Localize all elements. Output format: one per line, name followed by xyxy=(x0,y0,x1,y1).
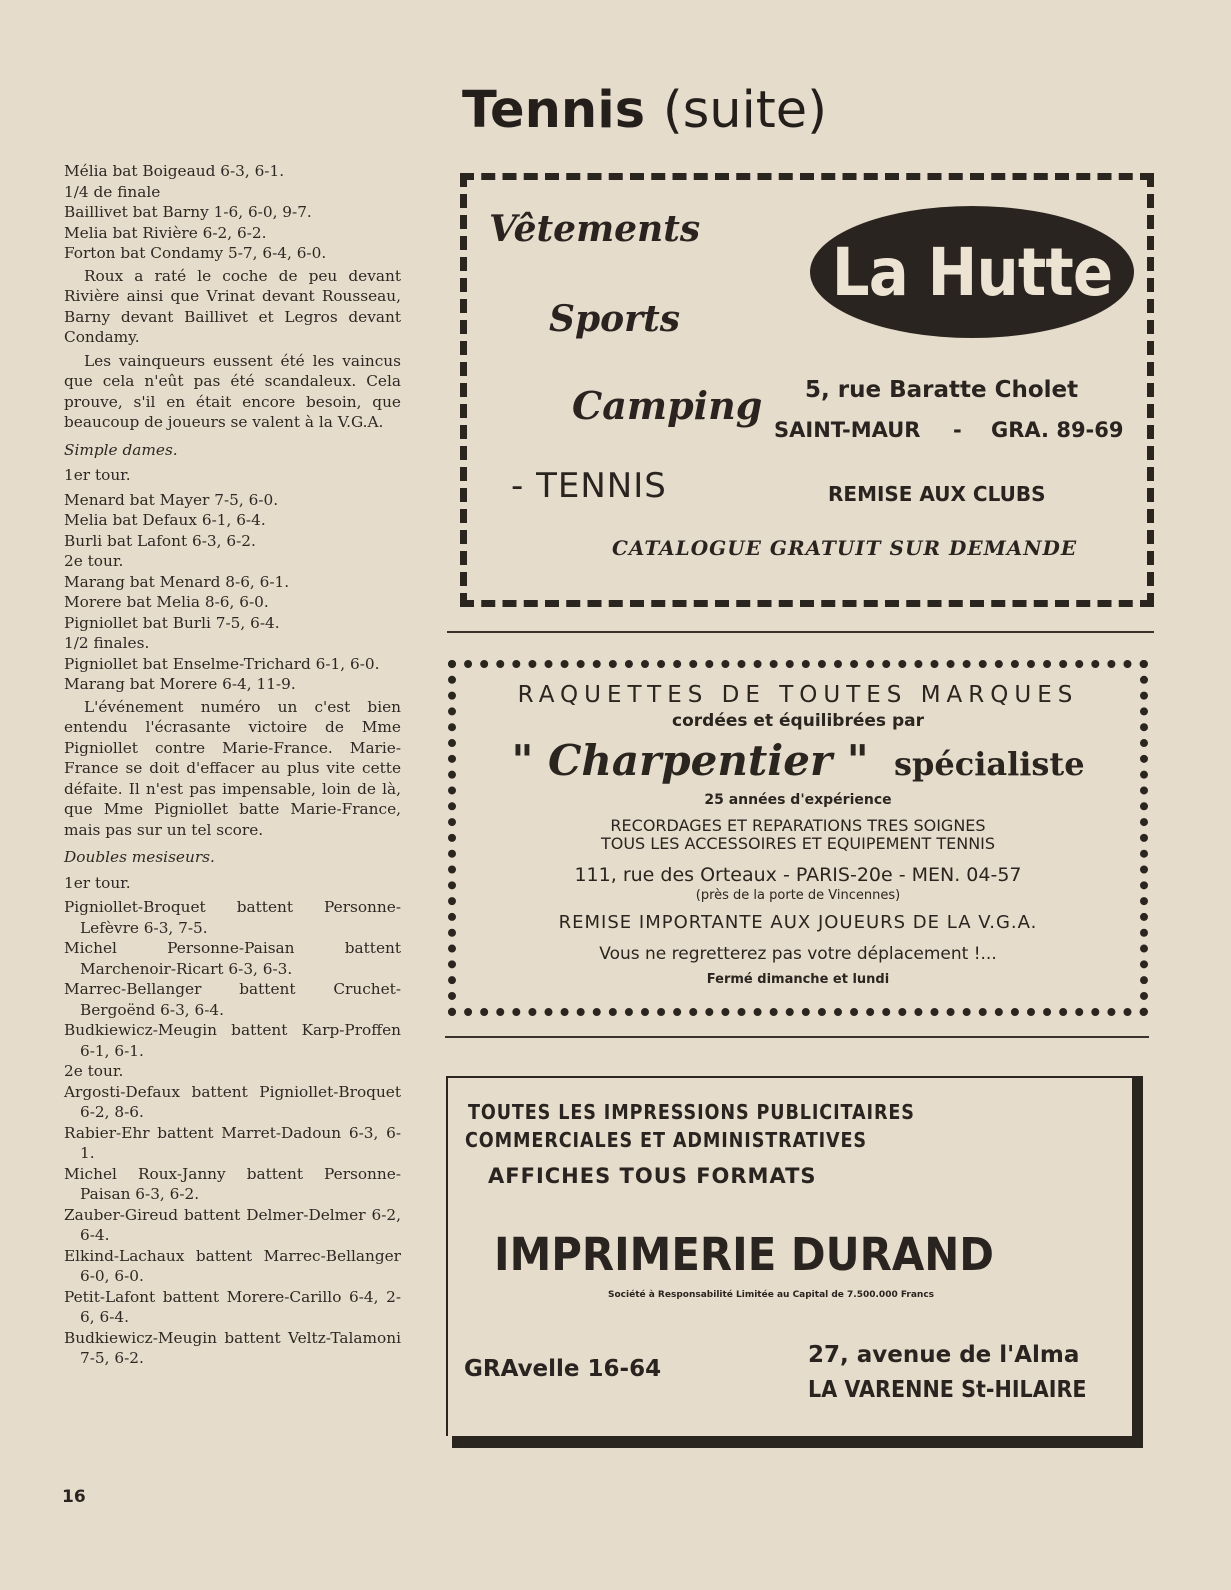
result-line: Melia bat Defaux 6-1, 6-4. xyxy=(64,511,266,529)
result-line: Menard bat Mayer 7-5, 6-0. xyxy=(64,490,279,509)
page-number: 16 xyxy=(62,1487,86,1507)
divider-rule xyxy=(447,631,1154,633)
ad-address: 111, rue des Orteaux - PARIS-20e - MEN. 04-57 xyxy=(574,864,1022,886)
ad-word-tennis: - TENNIS xyxy=(511,466,667,506)
ad-shadow-right xyxy=(1132,1076,1143,1448)
result-line: Marrec-Bellanger battent Cruchet-Bergoënd 6-3, 6-4. xyxy=(64,980,401,1019)
result-line: Forton bat Condamy 5-7, 6-4, 6-0. xyxy=(64,244,327,262)
round-label: 2e tour. xyxy=(64,552,124,570)
title-main: Tennis xyxy=(462,81,646,140)
ad-subline: cordées et équilibrées par xyxy=(672,711,924,731)
ad-address-1: 27, avenue de l'Alma xyxy=(808,1342,1080,1368)
result-line: Pigniollet-Broquet battent Personne-Lefèvre 6-3, 7-5. xyxy=(64,898,401,937)
result-line: Elkind-Lachaux battent Marrec-Bellanger 6-0, 6-0. xyxy=(64,1246,401,1285)
page-title xyxy=(462,80,827,142)
ad-address: 5, rue Baratte Cholet xyxy=(805,377,1079,403)
ad-city: SAINT-MAUR xyxy=(774,418,921,442)
ad-phone: GRA. 89-69 xyxy=(991,418,1124,442)
ad-separator: - xyxy=(953,418,962,442)
result-line: Budkiewicz-Meugin battent Karp-Proffen 6-1, 6-1. xyxy=(64,1021,401,1060)
ad-address-2: LA VARENNE St-HILAIRE xyxy=(808,1377,1087,1403)
result-line: Budkiewicz-Meugin battent Veltz-Talamoni 7-5, 6-2. xyxy=(64,1328,401,1367)
ad-line-2: COMMERCIALES ET ADMINISTRATIVES xyxy=(465,1128,867,1152)
ad-tagline: Vous ne regretterez pas votre déplacement !... xyxy=(599,944,997,964)
section-heading-dames: Simple dames. xyxy=(64,440,178,459)
durand-name: IMPRIMERIE DURAND xyxy=(494,1228,994,1281)
left-column xyxy=(64,161,401,1369)
result-line: Marang bat Menard 8-6, 6-1. xyxy=(64,572,290,591)
result-line: Argosti-Defaux battent Pigniollet-Broquet 6-2, 8-6. xyxy=(64,1082,401,1121)
section-heading-doubles: Doubles mesiseurs. xyxy=(64,848,215,866)
result-line: Michel Personne-Paisan battent Marchenoir-Ricart 6-3, 6-3. xyxy=(64,939,401,978)
charpentier-name: " Charpentier " xyxy=(511,736,869,785)
round-label: 1er tour. xyxy=(64,466,131,484)
result-line: Zauber-Gireud battent Delmer-Delmer 6-2, 6-4. xyxy=(64,1205,401,1244)
ad-service-1: RECORDAGES ET REPARATIONS TRES SOIGNES xyxy=(610,816,986,835)
charpentier-specialist: spécialiste xyxy=(893,745,1085,783)
divider-rule xyxy=(445,1036,1149,1038)
result-line: Baillivet bat Barny 1-6, 6-0, 9-7. xyxy=(64,203,312,221)
ad-service-2: TOUS LES ACCESSOIRES ET EQUIPEMENT TENNIS xyxy=(600,834,996,853)
result-line: Michel Roux-Janny battent Personne-Paisan 6-3, 6-2. xyxy=(64,1164,401,1203)
title-suffix: (suite) xyxy=(662,81,828,140)
ad-legal: Société à Responsabilité Limitée au Capital de 7.500.000 Francs xyxy=(608,1290,935,1300)
result-line: Morere bat Melia 8-6, 6-0. xyxy=(64,593,269,611)
commentary-paragraph: L'événement numéro un c'est bien entendu l'écrasante victoire de Mme Pigniollet contre Marie-France. Marie-France se doit d'effacer au plus vite cette défaite. Il n'est pas impensable, loin de là, que Mme Pigniollet batte Marie-France, mais pas sur un tel score. xyxy=(64,697,401,839)
ad-headline: RAQUETTES DE TOUTES MARQUES xyxy=(517,682,1079,708)
commentary-paragraph: Roux a raté le coche de peu devant Rivière ainsi que Vrinat devant Rousseau, Barny devant Baillivet et Legros devant Condamy. xyxy=(64,266,401,346)
ad-line-1: TOUTES LES IMPRESSIONS PUBLICITAIRES xyxy=(468,1100,915,1124)
ad-offer: REMISE IMPORTANTE AUX JOUEURS DE LA V.G.A. xyxy=(558,912,1038,933)
ad-charpentier xyxy=(448,660,1148,1016)
round-label: 2e tour. xyxy=(64,1062,124,1080)
ad-word-vetements: Vêtements xyxy=(489,208,701,250)
result-line: Marang bat Morere 6-4, 11-9. xyxy=(64,675,296,693)
ad-remise: REMISE AUX CLUBS xyxy=(828,482,1046,506)
result-line: Rabier-Ehr battent Marret-Dadoun 6-3, 6-1. xyxy=(64,1123,401,1162)
ad-name-row xyxy=(456,736,1140,790)
ad-imprimerie-durand xyxy=(446,1076,1136,1436)
ad-catalog: CATALOGUE GRATUIT SUR DEMANDE xyxy=(612,536,1078,560)
result-line: Melia bat Rivière 6-2, 6-2. xyxy=(64,223,267,242)
result-line: Mélia bat Boigeaud 6-3, 6-1. xyxy=(64,162,285,180)
round-label: 1/2 finales. xyxy=(64,634,150,652)
ad-word-sports: Sports xyxy=(549,298,681,340)
result-line: Petit-Lafont battent Morere-Carillo 6-4, 2-6, 6-4. xyxy=(64,1287,401,1326)
ad-shadow-bottom xyxy=(452,1436,1143,1448)
result-line: Burli bat Lafont 6-3, 6-2. xyxy=(64,531,256,550)
result-line: Pigniollet bat Enselme-Trichard 6-1, 6-0. xyxy=(64,654,380,673)
ad-closed: Fermé dimanche et lundi xyxy=(706,972,890,987)
ad-address-note: (près de la porte de Vincennes) xyxy=(695,888,901,903)
ad-la-hutte xyxy=(460,173,1154,607)
ad-word-camping: Camping xyxy=(572,383,763,428)
la-hutte-logo: La Hutte xyxy=(810,206,1134,338)
result-line: Pigniollet bat Burli 7-5, 6-4. xyxy=(64,613,280,632)
ad-phone: GRAvelle 16-64 xyxy=(464,1356,662,1382)
commentary-paragraph: Les vainqueurs eussent été les vaincus que cela n'eût pas été scandaleux. Cela prouve, s'il en était encore besoin, que beaucoup de joueurs se valent à la V.G.A. xyxy=(64,351,401,431)
round-label: 1/4 de finale xyxy=(64,182,161,201)
ad-line-3: AFFICHES TOUS FORMATS xyxy=(488,1164,817,1188)
round-label: 1er tour. xyxy=(64,873,131,892)
ad-experience: 25 années d'expérience xyxy=(704,792,892,808)
